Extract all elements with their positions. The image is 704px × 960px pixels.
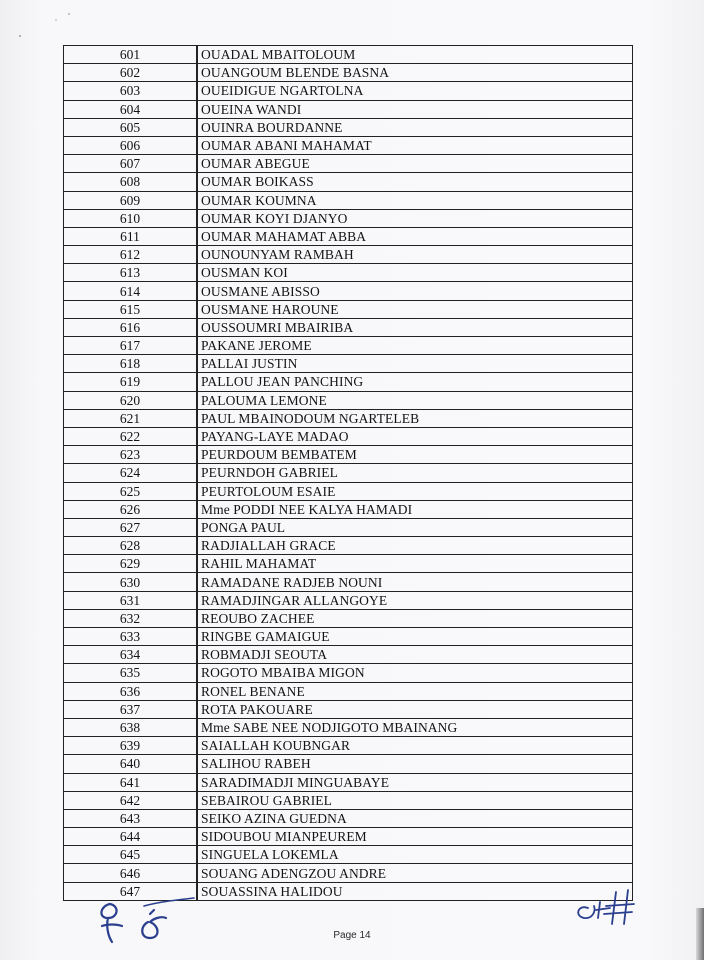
person-name: ROTA PAKOUARE	[197, 700, 633, 718]
person-name: SINGUELA LOKEMLA	[197, 846, 633, 864]
row-number: 601	[64, 46, 198, 64]
person-name: OUSMANE HAROUNE	[197, 300, 633, 318]
person-name: Mme PODDI NEE KALYA HAMADI	[197, 500, 633, 518]
row-number: 644	[64, 828, 198, 846]
row-number: 629	[64, 555, 198, 573]
table-row	[64, 282, 633, 300]
table-row	[64, 482, 633, 500]
row-number: 608	[64, 173, 198, 191]
row-number: 641	[64, 773, 198, 791]
table-row	[64, 628, 633, 646]
row-number: 618	[64, 355, 198, 373]
table-row	[64, 82, 633, 100]
table-row	[64, 518, 633, 536]
row-number: 610	[64, 209, 198, 227]
person-name: REOUBO ZACHEE	[197, 609, 633, 627]
row-number: 647	[64, 882, 198, 900]
table-row	[64, 227, 633, 245]
row-number: 625	[64, 482, 198, 500]
row-number: 602	[64, 64, 198, 82]
person-name: PALLOU JEAN PANCHING	[197, 373, 633, 391]
person-name: PEURDOUM BEMBATEM	[197, 446, 633, 464]
table-row	[64, 355, 633, 373]
table-row	[64, 264, 633, 282]
table-row	[64, 64, 633, 82]
row-number: 616	[64, 318, 198, 336]
person-name: OUMAR ABEGUE	[197, 155, 633, 173]
row-number: 611	[64, 227, 198, 245]
row-number: 623	[64, 446, 198, 464]
table-row	[64, 609, 633, 627]
row-number: 639	[64, 737, 198, 755]
table-row	[64, 173, 633, 191]
table-row	[64, 337, 633, 355]
person-name: RONEL BENANE	[197, 682, 633, 700]
table-row	[64, 136, 633, 154]
table-row	[64, 318, 633, 336]
person-name: SALIHOU RABEH	[197, 755, 633, 773]
person-name: SEBAIROU GABRIEL	[197, 791, 633, 809]
person-name: OUINRA BOURDANNE	[197, 118, 633, 136]
person-name: OUANGOUM BLENDE BASNA	[197, 64, 633, 82]
person-name: SAIALLAH KOUBNGAR	[197, 737, 633, 755]
row-number: 636	[64, 682, 198, 700]
table-row	[64, 118, 633, 136]
table-row	[64, 573, 633, 591]
table-row	[64, 828, 633, 846]
person-name: PAUL MBAINODOUM NGARTELEB	[197, 409, 633, 427]
row-number: 627	[64, 518, 198, 536]
person-name: OUSSOUMRI MBAIRIBA	[197, 318, 633, 336]
person-name: RAMADANE RADJEB NOUNI	[197, 573, 633, 591]
row-number: 628	[64, 537, 198, 555]
row-number: 613	[64, 264, 198, 282]
person-name: OUNOUNYAM RAMBAH	[197, 246, 633, 264]
person-name: OUMAR BOIKASS	[197, 173, 633, 191]
table-row	[64, 718, 633, 736]
table-row	[64, 737, 633, 755]
person-name: SARADIMADJI MINGUABAYE	[197, 773, 633, 791]
person-name: SIDOUBOU MIANPEUREM	[197, 828, 633, 846]
page-number: Page 14	[333, 930, 371, 941]
row-number: 615	[64, 300, 198, 318]
table-row	[64, 446, 633, 464]
table-row	[64, 791, 633, 809]
row-number: 624	[64, 464, 198, 482]
row-number: 612	[64, 246, 198, 264]
row-number: 643	[64, 809, 198, 827]
scan-edge-shadow	[696, 908, 704, 960]
table-row	[64, 773, 633, 791]
person-name: SOUANG ADENGZOU ANDRE	[197, 864, 633, 882]
table-row	[64, 555, 633, 573]
table-row	[64, 300, 633, 318]
table-row	[64, 246, 633, 264]
row-number: 642	[64, 791, 198, 809]
table-row	[64, 537, 633, 555]
table-row	[64, 373, 633, 391]
row-number: 631	[64, 591, 198, 609]
person-name: Mme SABE NEE NODJIGOTO MBAINANG	[197, 718, 633, 736]
person-name: OUMAR MAHAMAT ABBA	[197, 227, 633, 245]
table-row	[64, 846, 633, 864]
person-name: PALOUMA LEMONE	[197, 391, 633, 409]
page-footer	[0, 925, 704, 943]
row-number: 637	[64, 700, 198, 718]
row-number: 646	[64, 864, 198, 882]
row-number: 632	[64, 609, 198, 627]
person-name: RADJIALLAH GRACE	[197, 537, 633, 555]
row-number: 603	[64, 82, 198, 100]
table-row	[64, 682, 633, 700]
person-name: OUMAR ABANI MAHAMAT	[197, 136, 633, 154]
table-row	[64, 46, 633, 64]
table-row	[64, 155, 633, 173]
table-row	[64, 591, 633, 609]
table-row	[64, 209, 633, 227]
row-number: 620	[64, 391, 198, 409]
table-row	[64, 646, 633, 664]
row-number: 645	[64, 846, 198, 864]
row-number: 638	[64, 718, 198, 736]
table-row	[64, 864, 633, 882]
row-number: 622	[64, 427, 198, 445]
row-number: 605	[64, 118, 198, 136]
row-number: 630	[64, 573, 198, 591]
person-name: RAHIL MAHAMAT	[197, 555, 633, 573]
table-row	[64, 427, 633, 445]
row-number: 607	[64, 155, 198, 173]
person-name: PAYANG-LAYE MADAO	[197, 427, 633, 445]
person-name: OUMAR KOYI DJANYO	[197, 209, 633, 227]
table-row	[64, 191, 633, 209]
row-number: 609	[64, 191, 198, 209]
person-name: OUEIDIGUE NGARTOLNA	[197, 82, 633, 100]
table-row	[64, 809, 633, 827]
row-number: 621	[64, 409, 198, 427]
row-number: 614	[64, 282, 198, 300]
row-number: 633	[64, 628, 198, 646]
person-name: OUADAL MBAITOLOUM	[197, 46, 633, 64]
table-row	[64, 500, 633, 518]
table-row	[64, 409, 633, 427]
row-number: 635	[64, 664, 198, 682]
person-name: PEURTOLOUM ESAIE	[197, 482, 633, 500]
handwritten-initials-right	[570, 884, 642, 928]
person-name: RAMADJINGAR ALLANGOYE	[197, 591, 633, 609]
table-row	[64, 100, 633, 118]
table-row	[64, 464, 633, 482]
table-row	[64, 391, 633, 409]
row-number: 626	[64, 500, 198, 518]
person-name: PALLAI JUSTIN	[197, 355, 633, 373]
person-name: OUSMAN KOI	[197, 264, 633, 282]
person-name: OUSMANE ABISSO	[197, 282, 633, 300]
person-name: PAKANE JEROME	[197, 337, 633, 355]
roster-table	[63, 45, 633, 901]
person-name: PONGA PAUL	[197, 518, 633, 536]
row-number: 606	[64, 136, 198, 154]
row-number: 617	[64, 337, 198, 355]
person-name: OUEINA WANDI	[197, 100, 633, 118]
person-name: OUMAR KOUMNA	[197, 191, 633, 209]
row-number: 604	[64, 100, 198, 118]
person-name: ROBMADJI SEOUTA	[197, 646, 633, 664]
person-name: PEURNDOH GABRIEL	[197, 464, 633, 482]
person-name: ROGOTO MBAIBA MIGON	[197, 664, 633, 682]
person-name: SEIKO AZINA GUEDNA	[197, 809, 633, 827]
table-row	[64, 664, 633, 682]
row-number: 640	[64, 755, 198, 773]
person-name: RINGBE GAMAIGUE	[197, 628, 633, 646]
table-row	[64, 700, 633, 718]
table-row	[64, 755, 633, 773]
person-name: SOUASSINA HALIDOU	[197, 882, 633, 900]
row-number: 619	[64, 373, 198, 391]
roster-table-body	[64, 46, 633, 901]
scan-specks	[12, 6, 82, 42]
row-number: 634	[64, 646, 198, 664]
